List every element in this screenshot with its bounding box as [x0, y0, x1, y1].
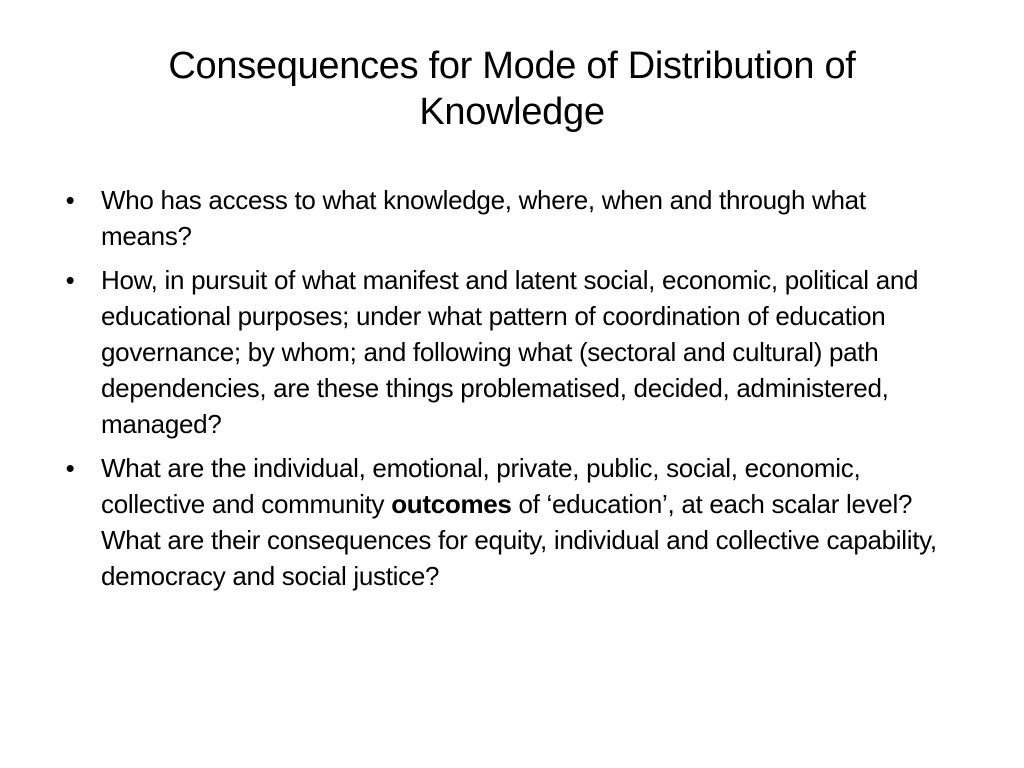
- bullet-item-governance: [60, 262, 960, 442]
- bullet-text: How, in pursuit of what manifest and latent social, economic, political and educational purposes; under what pattern of coordination of education governance; by whom; and following what (sectoral and cultural) path dependencies, are these things problematised, decided, administered, managed?: [101, 265, 919, 439]
- bullet-text: Who has access to what knowledge, where, when and through what means?: [101, 185, 866, 251]
- bullet-text-emphasis: outcomes: [391, 489, 512, 519]
- bullet-marker: •: [65, 453, 75, 483]
- bullet-item-outcomes: [60, 450, 960, 594]
- bullet-marker: •: [65, 265, 75, 295]
- slide-title: Consequences for Mode of Distribution of Knowledge: [168, 45, 856, 133]
- bullet-text-after: of ‘education’, at each scalar level? What are their consequences for equity, individual and collective capability, democracy and social justice?: [101, 489, 937, 591]
- bullet-item-access: [60, 182, 960, 254]
- bullet-marker: •: [65, 185, 75, 215]
- bullet-list: [60, 182, 960, 602]
- bullet-text-before: What are the individual, emotional, private, public, social, economic, collective and community: [101, 453, 861, 519]
